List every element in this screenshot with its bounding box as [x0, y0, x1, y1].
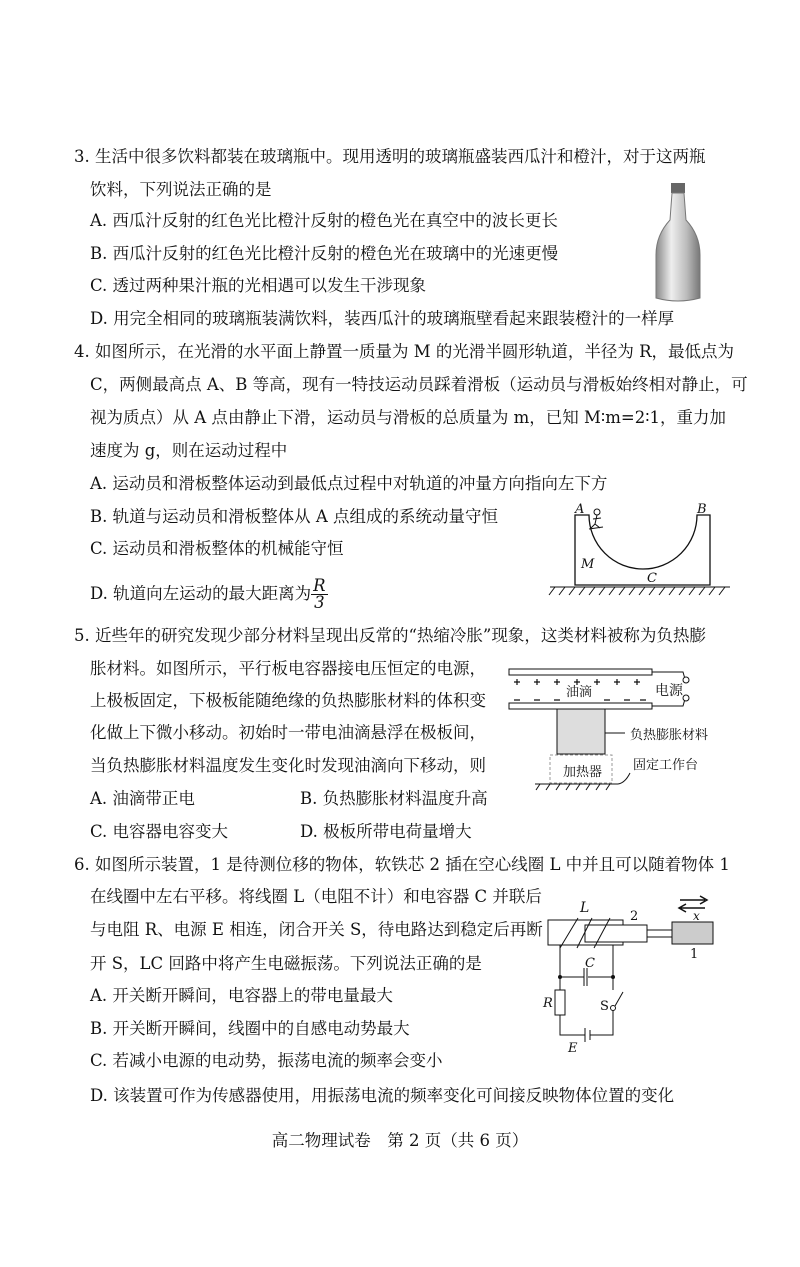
label-b: B: [697, 502, 707, 517]
q5-stem-line: 胀材料。如图所示，平行板电容器接电压恒定的电源，: [90, 659, 486, 678]
q4-stem-line: C，两侧最高点 A、B 等高，现有一特技运动员踩着滑板（运动员与滑板始终相对静止，可: [90, 375, 748, 394]
q5-option-a: A. 油滴带正电: [90, 789, 195, 808]
q3-option-c: C. 透过两种果汁瓶的光相遇可以发生干涉现象: [90, 276, 427, 295]
q3-stem-line: 饮料，下列说法正确的是: [90, 180, 272, 199]
fraction-numerator: R: [313, 576, 326, 595]
q3-option-a: A. 西瓜汁反射的红色光比橙汁反射的橙色光在真空中的波长更长: [90, 211, 558, 230]
label-power-source: 电源: [655, 683, 683, 699]
label-m: M: [581, 557, 595, 572]
label-a: A: [575, 502, 585, 517]
label-l: L: [580, 900, 590, 916]
q4-option-d: [90, 578, 328, 611]
fraction-denominator: 3: [314, 593, 325, 612]
q5-option-b: B. 负热膨胀材料温度升高: [300, 789, 488, 808]
q5-option-d: D. 极板所带电荷量增大: [300, 822, 472, 841]
q5-stem-line: 5. 近些年的研究发现少部分材料呈现出反常的“热缩冷胀”现象，这类材料被称为负热膨: [74, 626, 706, 645]
q5-option-c: C. 电容器电容变大: [90, 822, 229, 841]
q6-stem-line: 在线圈中左右平移。将线圈 L（电阻不计）和电容器 C 并联后: [90, 887, 542, 906]
q6-option-c: C. 若减小电源的电动势，振荡电流的频率会变小: [90, 1051, 443, 1070]
q3-option-b: B. 西瓜汁反射的红色光比橙汁反射的橙色光在玻璃中的光速更慢: [90, 244, 559, 263]
q6-option-a: A. 开关断开瞬间，电容器上的带电量最大: [90, 986, 393, 1005]
label-oil-drop: 油滴: [566, 685, 593, 700]
q3-option-d: D. 用完全相同的玻璃瓶装满饮料，装西瓜汁的玻璃瓶壁看起来跟装橙汁的一样厚: [90, 309, 675, 328]
label-x: x: [693, 909, 700, 923]
q6-option-d: D. 该装置可作为传感器使用，用振荡电流的频率变化可间接反映物体位置的变化: [90, 1086, 675, 1105]
label-s: S: [600, 999, 609, 1014]
label-1: 1: [690, 947, 699, 962]
label-material: 负热膨胀材料: [630, 728, 709, 743]
q3-stem-line: 3. 生活中很多饮料都装在玻璃瓶中。现用透明的玻璃瓶盛装西瓜汁和橙汁，对于这两瓶: [74, 147, 706, 166]
bottle-image: [648, 180, 708, 305]
q5-stem-line: 当负热膨胀材料温度发生变化时发现油滴向下移动，则: [90, 756, 486, 775]
q4-stem-line: 视为质点）从 A 点由静止下滑，运动员与滑板的总质量为 m，已知 M∶m=2∶1，重力加: [90, 408, 726, 427]
q4-stem-line: 4. 如图所示，在光滑的水平面上静置一质量为 M 的光滑半圆形轨道，半径为 R，最低点为: [74, 342, 735, 361]
label-table: 固定工作台: [633, 758, 699, 773]
q5-stem-line: 上极板固定，下极板能随绝缘的负热膨胀材料的体积变: [90, 691, 486, 710]
q4-option-d-text: D. 轨道向左运动的最大距离为: [90, 584, 312, 603]
label-c: C: [585, 956, 595, 971]
label-c: C: [647, 571, 657, 586]
label-e: E: [568, 1041, 578, 1056]
q6-stem-line: 开 S，LC 回路中将产生电磁振荡。下列说法正确的是: [90, 954, 482, 973]
q4-stem-line: 速度为 g，则在运动过程中: [90, 441, 288, 460]
q6-stem-line: 6. 如图所示装置，1 是待测位移的物体，软铁芯 2 插在空心线圈 L 中并且可以随着物体 1: [74, 855, 730, 874]
lc-circuit-diagram: [530, 890, 730, 1060]
q4-option-c: C. 运动员和滑板整体的机械能守恒: [90, 539, 344, 558]
page-footer: 高二物理试卷 第 2 页（共 6 页）: [271, 1131, 529, 1150]
label-r: R: [543, 996, 553, 1011]
capacitor-diagram: [500, 655, 740, 800]
fraction: [311, 578, 327, 611]
q4-option-a: A. 运动员和滑板整体运动到最低点过程中对轨道的冲量方向指向左下方: [90, 474, 608, 493]
q6-stem-line: 与电阻 R、电源 E 相连，闭合开关 S，待电路达到稳定后再断: [90, 920, 543, 939]
halfpipe-diagram: [545, 500, 735, 605]
q4-option-b: B. 轨道与运动员和滑板整体从 A 点组成的系统动量守恒: [90, 507, 499, 526]
label-2: 2: [630, 909, 639, 924]
label-heater: 加热器: [563, 765, 603, 780]
q5-stem-line: 化做上下微小移动。初始时一带电油滴悬浮在极板间，: [90, 723, 486, 742]
q6-option-b: B. 开关断开瞬间，线圈中的自感电动势最大: [90, 1019, 410, 1038]
